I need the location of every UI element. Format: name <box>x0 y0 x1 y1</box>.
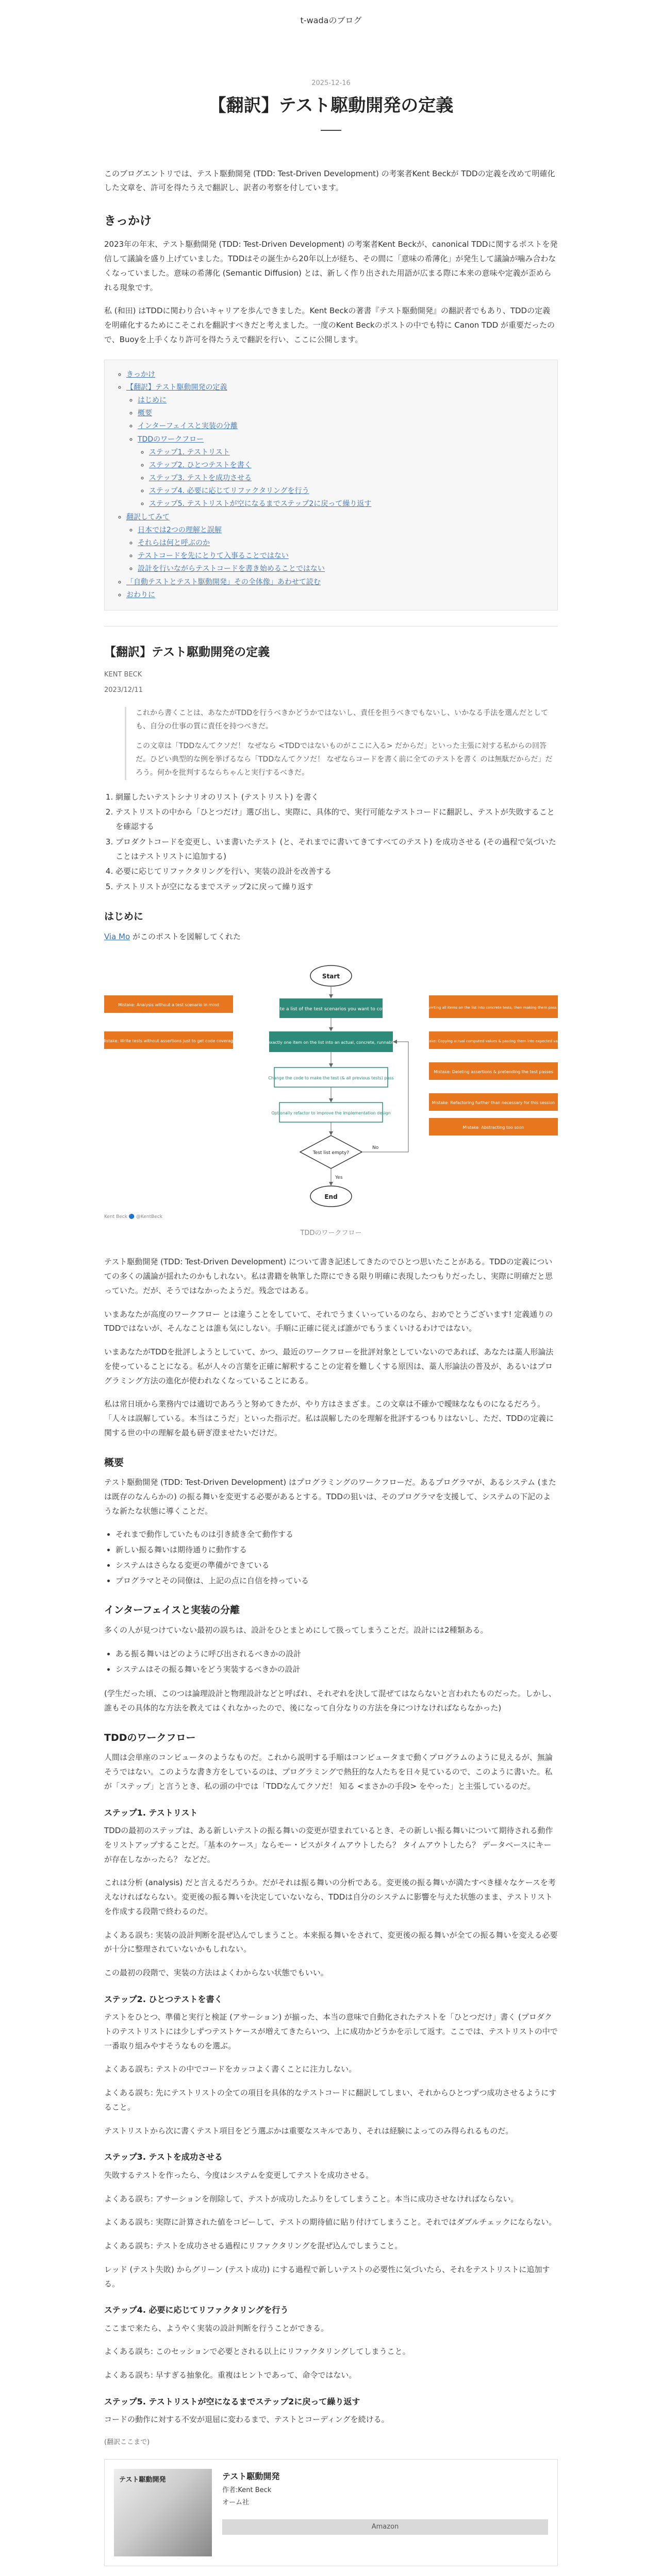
body-paragraph: 私は常日頃から業務内では適切であろうと努めてきたが、やり方はさまざま。この文章は不確かで曖昧ななものになるだろう。「人々は誤解している。本当はこうだ」といった指示だ。私は誤解したのを理解を批評するつもりはないし、ただ、TDDの定義に関する世の中の理解を最も研ぎ澄ませたいだけだ。 <box>104 1399 554 1437</box>
tdd-workflow-diagram <box>101 954 582 1222</box>
step4-paragraph-1: ここまで来たら、ようやく実装の設計判断を行うことができる。 <box>104 2323 329 2333</box>
list-item: 4. 必要に応じてリファクタリングを行い、実装の設計を改善する <box>115 865 558 879</box>
toc-link[interactable]: ステップ4. 必要に応じてリファクタリングを行う <box>149 487 309 496</box>
gaiyou-paragraph: テスト駆動開発 (TDD: Test-Driven Development) はプログラミングのワークフローだ。あるプログラマが、あるシステム (または既存のなんらかの) の振る舞いを変更する必要があるとする。TDDの狙いは、そのプログラマを支援して、システムの下記のような新たな状態に導くことだ。 <box>104 1478 556 1516</box>
book-cover-image[interactable] <box>114 2469 212 2556</box>
kikkake-paragraph-2: 私 (和田) はTDDに関わり合いキャリアを歩んできました。Kent Beckの著書『テスト駆動開発』の翻訳者でもあり、TDDの定義を明確化するためにこそこれを翻訳すべきだと考えました。一度のKent Beckのポストの中でも特に Canon TDD が重要だったので、Buoyを上手くなり許可を得たうえで翻訳を行い、ここに公開します。 <box>104 306 555 344</box>
kikkake-paragraph-1: 2023年の年末、テスト駆動開発 (TDD: Test-Driven Development) の考案者Kent Beckが、canonical TDDに関するポストを発信して議論を盛り上げていました。TDDはその誕生から20年以上が経ち、その間に「意味の希薄化」が発生して議論が噛み合わなくなっていました。意味の希薄化 (Semantic Diffusion) とは、新しく作り出された用語が広まる際に本来の意味や定義が歪められる現象です。 <box>104 240 558 292</box>
list-item: 1. 網羅したいテストシナリオのリスト (テストリスト) を書く <box>115 790 558 805</box>
article <box>101 77 582 2576</box>
amazon-button[interactable]: Amazon <box>222 2519 548 2535</box>
yes-label: Yes <box>335 1175 343 1181</box>
hajimeni-lead-text: がこのポストを図解してくれた <box>130 931 241 941</box>
step2-warning-1: よくある誤ち: テストの中でコードをカッコよく書くことに注力しない。 <box>104 2064 357 2074</box>
mistake-label: Mistake: Copying actual computed values & pasting them into expected values <box>422 1039 565 1044</box>
heading-step3: ステップ3. テストを成功させる <box>104 2152 223 2162</box>
toc-link[interactable]: 概要 <box>138 409 152 418</box>
book-publisher: オーム社 <box>222 2498 250 2506</box>
mistake-label: Mistake: Analysis without a test scenario in mind <box>118 1003 219 1008</box>
step3-paragraph-2: レッド (テスト失敗) からグリーン (テスト成功) にする過程で新しいテストの必要性に気づいたら、それをテストリストに追加する。 <box>104 2264 550 2289</box>
quote-paragraph-2: この文章は「TDDなんてクソだ！ なぜなら <TDDではないものがここに入る> だからだ」といった主張に対する私からの回答だ。ひどい典型的な例を挙げるなら「TDDなんてクソだ！ なぜならコードを書く前に全てのテストを書く のは無駄だからだ」だろう。何かを批判するならちゃんと実行するべきだ。 <box>136 742 553 777</box>
toc-link[interactable]: ステップ3. テストを成功させる <box>149 474 252 483</box>
site-header <box>0 0 662 41</box>
mistake-label: Mistake: Write tests without assertions just to get code coverage <box>101 1039 236 1044</box>
translation-title: 【翻訳】テスト駆動開発の定義 <box>104 645 270 659</box>
step3-label: Change the code to make the test (& all previous tests) pass <box>268 1076 394 1081</box>
toc-link[interactable]: 「自動テストとテスト駆動開発」その全体像」あわせて読む <box>126 578 321 586</box>
decision-label: Test list empty? <box>312 1150 350 1156</box>
toc-link[interactable]: ステップ1. テストリスト <box>149 448 230 456</box>
figure-caption: TDDのワークフロー <box>300 1229 362 1238</box>
step2-paragraph-2: テストリストから次に書くテスト項目をどう選ぶかは重要なスキルであり、それは経験によってのみ得られるものだ。 <box>104 2126 514 2136</box>
toc-link[interactable]: はじめに <box>138 396 167 404</box>
list-item: 3. プロダクトコードを変更し、いま書いたテスト (と、それまでに書いてきてすべてのテスト) を成功させる (その過程で気づいたことはテストリストに追加する) <box>115 835 558 864</box>
list-item: • ある振る舞いはどのように呼び出されるべきかの設計 <box>115 1647 558 1662</box>
list-item: • 新しい振る舞いは期待通りに動作する <box>115 1543 558 1557</box>
heading-step4: ステップ4. 必要に応じてリファクタリングを行う <box>104 2305 289 2315</box>
heading-step2: ステップ2. ひとつテストを書く <box>104 1994 223 2004</box>
no-label: No <box>372 1145 379 1151</box>
heading-step1: ステップ1. テストリスト <box>104 1807 198 1818</box>
body-paragraph: テスト駆動開発 (TDD: Test-Driven Development) について書き記述してきたのでひとつ思いたことがある。TDDの定義についての多くの議論が揺れたのかもしれない。私は書籍を執筆した際にできる限り明確に表現したつもりだったし、実際に明確だと思っていた。だが、そうではなかったようだ。残念ではある。 <box>104 1257 553 1295</box>
mistake-label: Mistake: Abstracting too soon <box>462 1125 524 1130</box>
book-title[interactable]: テスト駆動開発 <box>222 2471 280 2482</box>
step1-label: Write a list of the test scenarios you want to cover <box>272 1007 390 1012</box>
toc-link[interactable]: 設計を行いながらテストコードを書き始めることではない <box>138 565 325 573</box>
toc-link[interactable]: おわりに <box>126 590 155 599</box>
list-item: • システムはその振る舞いをどう実装するべきかの設計 <box>115 1663 558 1677</box>
mistake-label: Mistake: Deleting assertions & pretending the test passes <box>434 1070 553 1075</box>
list-item: • プログラマとその同僚は、上記の点に自信を持っている <box>115 1574 558 1588</box>
list-item: 2. テストリストの中から「ひとつだけ」選び出し、実際に、具体的で、実行可能なテストコードに翻訳し、テストが失敗することを確認する <box>115 805 558 834</box>
table-of-contents <box>104 360 558 611</box>
heading-workflow: TDDのワークフロー <box>104 1732 196 1743</box>
book-cover-title: テスト駆動開発 <box>119 2476 166 2484</box>
list-item: • システムはさらなる変更の準備ができている <box>115 1558 558 1573</box>
if-list <box>104 1647 558 1677</box>
toc-link[interactable]: インターフェイスと実装の分離 <box>138 422 238 431</box>
toc-link[interactable]: ステップ5. テストリストが空になるまでステップ2に戻って繰り返す <box>149 500 372 509</box>
if-paragraph-2: (学生だった頃、このつは論理設計と物理設計などと呼ばれ、それぞれを決して混ぜてはならないと言われたものだった。しかし、誰もその具体的な方法を教えてはくれなかったので、後になって自分なりの方法を身につけなければならなかった) <box>104 1689 556 1713</box>
book-embed-card[interactable] <box>104 2459 558 2566</box>
heading-kikkake: きっかけ <box>104 214 152 228</box>
mistake-label: Mistake: Refactoring further than necessary for this session <box>432 1100 555 1106</box>
step4-warning-1: よくある誤ち: このセッションで必要とされる以上にリファクタリングしてしまうこと。 <box>104 2347 410 2357</box>
mistake-label: Mistake: Converting all items on the list into concrete tests, then making them pass one at a time <box>405 1006 582 1010</box>
workflow-svg <box>101 954 582 1222</box>
gaiyou-list <box>104 1528 558 1588</box>
heading-interface: インターフェイスと実装の分離 <box>104 1604 240 1616</box>
step1-warning-tail: この最初の段階で、実装の方法はよくわからない状態でもいい。 <box>104 1968 328 1977</box>
title-divider <box>321 130 341 131</box>
toc-link[interactable]: きっかけ <box>126 370 155 379</box>
step3-warning-1: よくある誤ち: アサーションを削除して、テストが成功したふりをしてしまうこと。本当に成功させなければならない。 <box>104 2194 519 2204</box>
step3-warning-2: よくある誤ち: 実際に計算された値をコピーして、テストの期待値に貼り付けてしまうこと。それではダブルチェックにならない。 <box>104 2217 557 2227</box>
step5-paragraph: コードの動作に対する不安が退屈に変わるまで、テストとコーディングを続ける。 <box>104 2415 389 2425</box>
article-title[interactable]: 【翻訳】テスト駆動開発の定義 <box>208 95 454 116</box>
quote-paragraph-1: これから書くことは、あなたがTDDを行うべきかどうかではないし、責任を担うべきでもないし、いかなる手法を選んだとしても、自分の仕事の質に責任を持つべきだ。 <box>136 709 549 731</box>
step4-label: Optionally refactor to improve the implementation design <box>271 1111 391 1116</box>
translator-quote <box>125 707 558 779</box>
toc-link[interactable]: ステップ2. ひとつテストを書く <box>149 461 252 469</box>
list-item: 5. テストリストが空になるまでステップ2に戻って繰り返す <box>115 880 558 894</box>
toc-link[interactable]: 日本では2つの理解と誤解 <box>138 526 222 534</box>
toc-link[interactable]: 翻訳してみて <box>126 513 170 521</box>
step1-paragraph-2: これは分析 (analysis) だと言えるだろうか。だがそれは振る舞いの分析である。変更後の振る舞いが満たすべき様々なケースを考えなければならない。変更後の振る舞いを決定していないなら、TDDは自分のシステムに影響を与えた状態のまま、テストリストを作成する段階で終わるのだ。 <box>104 1878 556 1916</box>
step2-paragraph-1: テストをひとつ、準備と実行と検証 (アサーション) が揃った、本当の意味で自動化されたテストを「ひとつだけ」書く (プロダクトのテストリストには少しずつテストケースが増えてきたらいつ、上に成功かどうかを示して返す。ここでは、テストリストの中で一番取り組みやすそうなものを選ぶ。 <box>104 2012 558 2050</box>
intro-paragraph: このブログエントリでは、テスト駆動開発 (TDD: Test-Driven Development) の考案者Kent Beckが TDDの定義を改めて明確化した文章を、許可を得たうえで翻訳し、訳者の考察を付しています。 <box>104 168 555 193</box>
figure-credit: Kent Beck 🔵 @KentBeck <box>104 1214 162 1220</box>
hajimeni-lead <box>104 930 558 944</box>
toc-link[interactable]: TDDのワークフロー <box>138 435 204 444</box>
vlad-link[interactable]: Via Mo <box>104 931 130 941</box>
article-date: 2025-12-16 <box>311 79 351 87</box>
heading-gaiyou: 概要 <box>104 1456 124 1468</box>
step2-label: Turn exactly one item on the list into an actual, concrete, runnable test <box>257 1040 405 1045</box>
translation-author: KENT BECK <box>104 671 142 679</box>
step3-warning-3: よくある誤ち: テストを成功させる過程にリファクタリングを混ぜ込んでしまうこと。 <box>104 2241 403 2251</box>
translation-end-note: (翻訳ここまで) <box>104 2438 150 2447</box>
book-info <box>222 2469 548 2556</box>
blog-name[interactable]: t-wadaのブログ <box>300 15 362 25</box>
toc-link[interactable]: テストコードを先にとりて入事ることではない <box>138 552 289 561</box>
toc-link[interactable]: それらは何と呼ぶのか <box>138 539 210 548</box>
end-label: End <box>324 1193 338 1201</box>
heading-hajimeni: はじめに <box>104 910 144 922</box>
toc-link[interactable]: 【翻訳】テスト駆動開発の定義 <box>126 383 227 392</box>
tdd-steps-list <box>104 790 558 894</box>
start-label: Start <box>322 973 340 980</box>
translation-date: 2023/12/11 <box>104 686 143 694</box>
workflow-paragraph: 人間は会単座のコンピュータのようなものだ。これから説明する手順はコンピュータまで動くプログラムのように見えるが、無論そうではない。このような書き方をしているのは、プログラミングで熱狂的な人たちを日々見ているので、このように書いた。私が「ステップ」と言うとき、私の頭の中では「TDDなんてクソだ！ 知る <まさかの手段> をやった」と主張しているのだ。 <box>104 1753 553 1791</box>
body-paragraph: いまあなたが高度のワークフロー とは違うことをしていて、それでうまくいっているのなら、おめでとうございます! 定義通りのTDDではないが、そんなことは誰も気にしない。手順に正確に従えば誰がでもうまくいけるわけではない。 <box>104 1309 553 1333</box>
step4-warning-2: よくある誤ち: 早すぎる抽象化。重複はヒントであって、命令ではない。 <box>104 2370 357 2380</box>
body-paragraph: いまあなたがTDDを批評しようとしていて、かつ、最近のワークフローを批評対象としていないのであれば、あなたは藁人形論法を使っていることになる。私が人々の言葉を正確に解釈することの定着を難しくする原因は、藁人形論法の普及が、あるいはプログラミング方法の進化が使われなくなっていることにある。 <box>104 1347 554 1385</box>
heading-step5: ステップ5. テストリストが空になるまでステップ2に戻って繰り返す <box>104 2396 360 2406</box>
step3-paragraph-1: 失敗するテストを作ったら、今度はシステムを変更してテストを成功させる。 <box>104 2170 374 2180</box>
step1-paragraph-1: TDDの最初のステップは、ある新しいテストの振る舞いの変更が望まれているとき、その新しい振る舞いについて期待される動作をリストアップすることだ。「基本のケース」ならモー・ビスがタイムアウトしたら？ タイムアウトしたら？ データベースにキーが存在しなかったら？ などだ。 <box>104 1826 553 1864</box>
book-author: 作者:Kent Beck <box>222 2486 272 2494</box>
list-item: • それまで動作していたものは引き続き全て動作する <box>115 1528 558 1542</box>
if-paragraph-1: 多くの人が見つけていない最初の誤ちは、設計をひとまとめにして扱ってしまうことだ。設計には2種類ある。 <box>104 1625 488 1635</box>
step1-warning: よくある誤ち: 実装の設計判断を混ぜ込んでしまうこと。本来振る舞いをされて、変更後の振る舞いが全ての振る舞いを変える必要が十分に整理されていないかもしれない。 <box>104 1930 558 1954</box>
step2-warning-2: よくある誤ち: 先にテストリストの全ての項目を具体的なテストコードに翻訳してしまい、それからひとつずつ成功させるようにすること。 <box>104 2088 557 2112</box>
